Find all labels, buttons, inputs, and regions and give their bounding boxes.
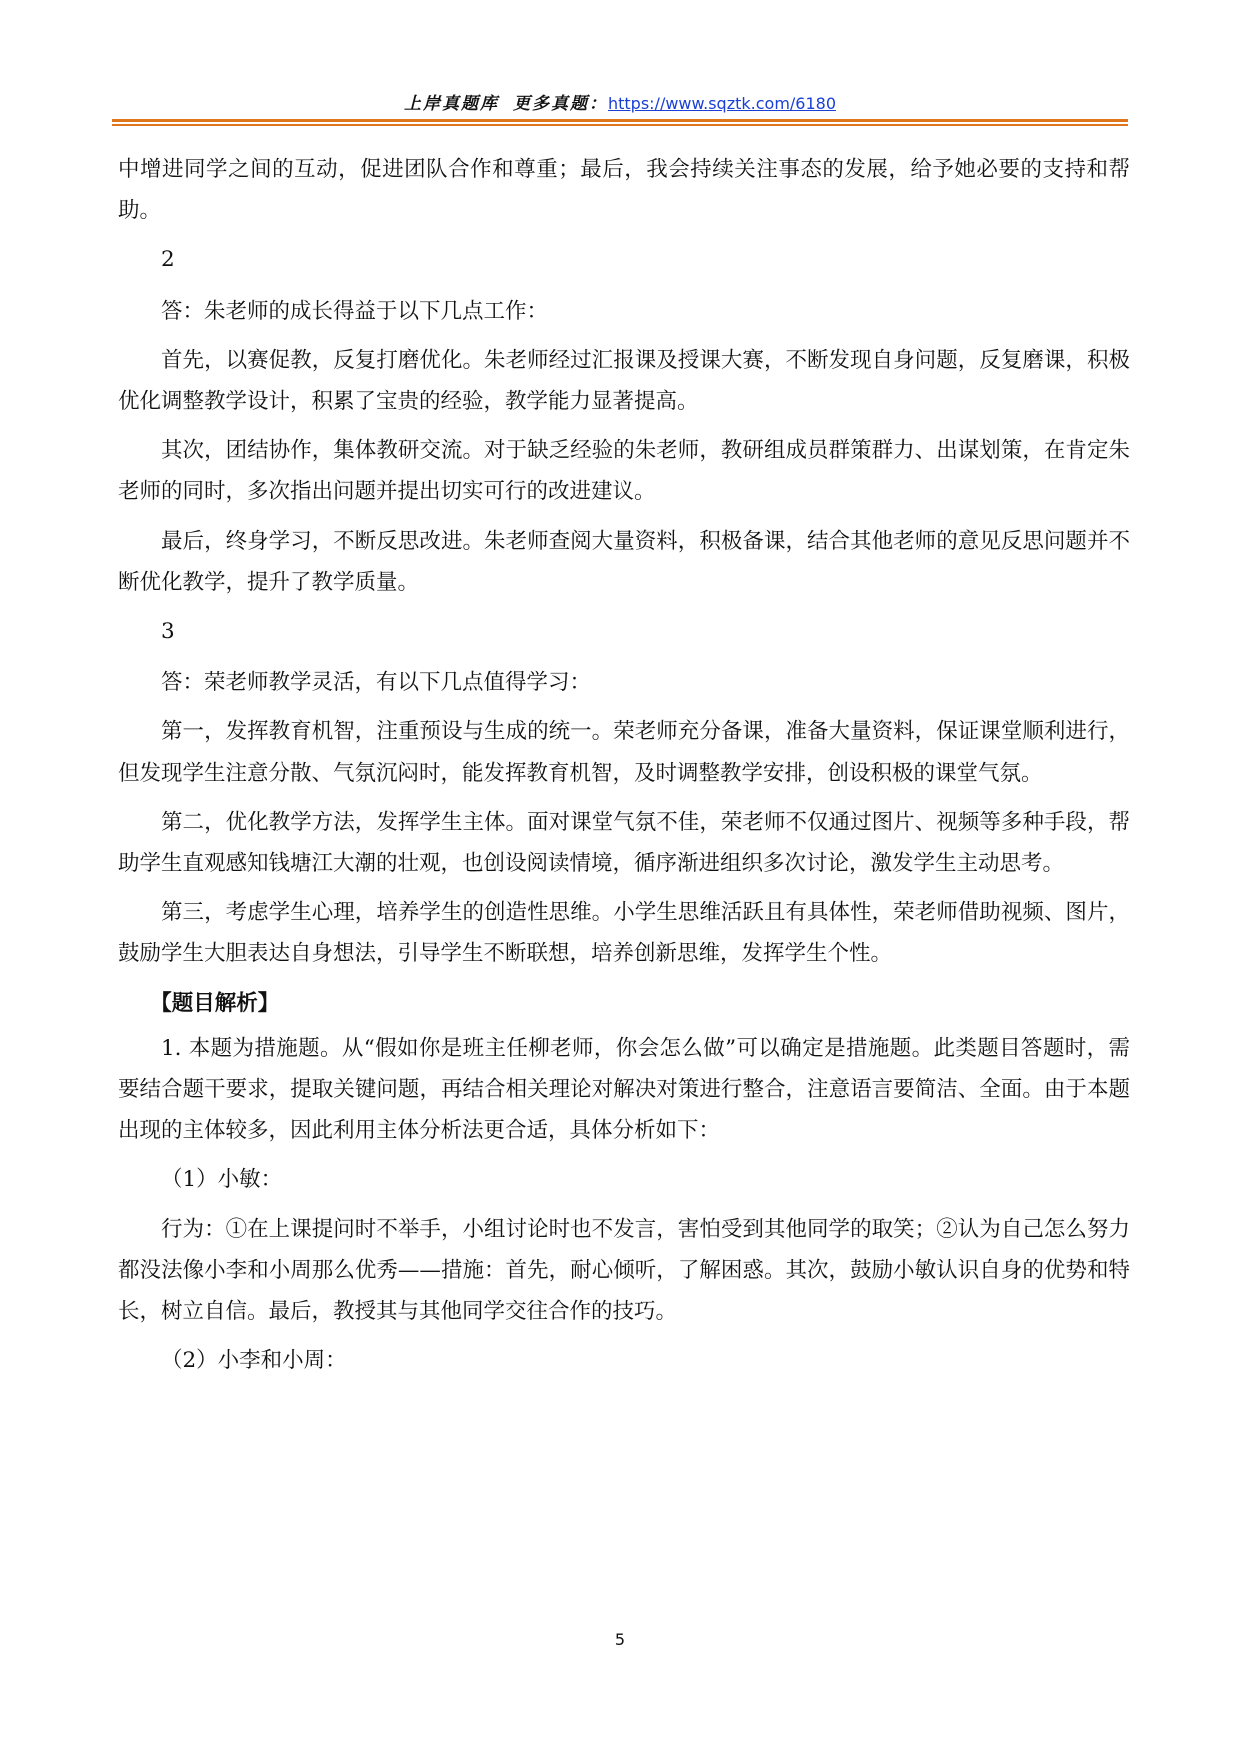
section-heading: 【题目解析】 (150, 990, 280, 1016)
paragraph: （1）小敏： (161, 1167, 283, 1193)
paragraph: 其次，团结协作，集体教研交流。对于缺乏经验的朱老师，教研组成员群策群力、出谋划策，在肯定朱老师的同时，多次指出问题并提出切实可行的改进建议。 (118, 438, 1130, 505)
question-number: 3 (161, 619, 175, 645)
header-more-label: 更多真题： (512, 94, 608, 114)
header-rule-thick (112, 119, 1128, 122)
page-header (118, 92, 1122, 116)
paragraph: （2）小李和小周： (161, 1348, 347, 1374)
paragraph: 1. 本题为措施题。从“假如你是班主任柳老师，你会怎么做”可以确定是措施题。此类题目答题时，需要结合题干要求，提取关键问题，再结合相关理论对解决对策进行整合，注意语言要简洁、全面。由于本题出现的主体较多，因此利用主体分析法更合适，具体分析如下： (118, 1035, 1130, 1144)
paragraph: 第二，优化教学方法，发挥学生主体。面对课堂气氛不佳，荣老师不仅通过图片、视频等多种手段，帮助学生直观感知钱塘江大潮的壮观，也创设阅读情境，循序渐进组织多次讨论，激发学生主动思考。 (118, 809, 1130, 877)
header-brand: 上岸真题库 (403, 94, 499, 114)
header-link[interactable]: https://www.sqztk.com/6180 (607, 94, 837, 113)
header-rule-thin (112, 124, 1128, 126)
paragraph: 首先，以赛促教，反复打磨优化。朱老师经过汇报课及授课大赛，不断发现自身问题，反复磨课，积极优化调整教学设计，积累了宝贵的经验，教学能力显著提高。 (118, 347, 1130, 415)
paragraph: 中增进同学之间的互动，促进团队合作和尊重；最后，我会持续关注事态的发展，给予她必要的支持和帮助。 (118, 157, 1130, 224)
page-number: 5 (614, 1630, 626, 1649)
document-body (118, 149, 1130, 1389)
paragraph: 答：荣老师教学灵活，有以下几点值得学习： (161, 670, 592, 696)
paragraph: 第一，发挥教育机智，注重预设与生成的统一。荣老师充分备课，准备大量资料，保证课堂顺利进行，但发现学生注意分散、气氛沉闷时，能发挥教育机智，及时调整教学安排，创设积极的课堂气氛。 (118, 719, 1130, 786)
paragraph: 最后，终身学习，不断反思改进。朱老师查阅大量资料，积极备课，结合其他老师的意见反思问题并不断优化教学，提升了教学质量。 (118, 528, 1130, 595)
paragraph: 答：朱老师的成长得益于以下几点工作： (161, 298, 549, 324)
paragraph: 第三，考虑学生心理，培养学生的创造性思维。小学生思维活跃且有具体性，荣老师借助视频、图片，鼓励学生大胆表达自身想法，引导学生不断联想，培养创新思维，发挥学生个性。 (118, 900, 1130, 967)
paragraph: 行为：①在上课提问时不举手，小组讨论时也不发言，害怕受到其他同学的取笑；②认为自己怎么努力都没法像小李和小周那么优秀——措施：首先，耐心倾听，了解困惑。其次，鼓励小敏认识自身的优势和特长，树立自信。最后，教授其与其他同学交往合作的技巧。 (118, 1216, 1130, 1325)
question-number: 2 (161, 247, 175, 273)
